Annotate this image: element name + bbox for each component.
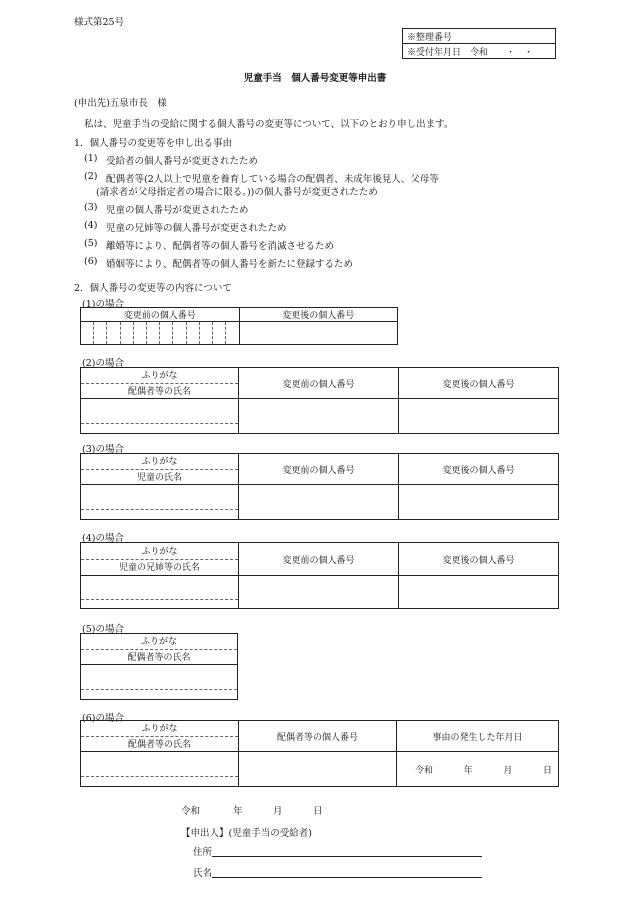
furigana-label: ふりがな bbox=[81, 370, 238, 384]
case1-label: (1)の場合 bbox=[82, 299, 124, 310]
sibling-name-label: 児童の兄姉等の氏名 bbox=[118, 562, 200, 573]
name-line[interactable] bbox=[212, 877, 482, 878]
sibling-name-input[interactable] bbox=[81, 576, 239, 609]
addressee: (申出先)五泉市長 様 bbox=[74, 98, 167, 109]
reason-num: (4) bbox=[84, 220, 98, 231]
day-label: 日 bbox=[542, 765, 552, 776]
reason-text: 婚姻等により、配偶者等の個人番号を新たに登録するため bbox=[106, 259, 354, 270]
footer-month: 月 bbox=[273, 806, 283, 817]
spouse-name-label: 配偶者等の氏名 bbox=[127, 739, 191, 750]
reiwa-label: 令和 bbox=[415, 765, 434, 776]
name-header bbox=[81, 543, 239, 576]
event-date-input[interactable] bbox=[397, 752, 559, 787]
name-header bbox=[81, 634, 238, 665]
before-number-header: 変更前の個人番号 bbox=[239, 543, 399, 576]
footer-day: 日 bbox=[313, 806, 323, 817]
office-use-box bbox=[402, 28, 556, 59]
spouse-number-header: 配偶者等の個人番号 bbox=[239, 721, 397, 752]
spouse-name-label: 配偶者等の氏名 bbox=[127, 652, 191, 663]
month-label: 月 bbox=[503, 765, 513, 776]
section2-heading: 2．個人番号の変更等の内容について bbox=[74, 283, 232, 294]
reason-num: (5) bbox=[84, 238, 98, 249]
child-name-input[interactable] bbox=[81, 485, 239, 520]
after-number-header: 変更後の個人番号 bbox=[399, 543, 559, 576]
reason-text: 配偶者等(2人以上で児童を養育している場合の配偶者、未成年後見人、父母等 bbox=[106, 174, 439, 185]
case4-label: (4)の場合 bbox=[82, 533, 124, 544]
reason-text: 受給者の個人番号が変更されたため bbox=[106, 156, 259, 167]
seiri-number-label: ※整理番号 bbox=[403, 29, 556, 44]
reason-num: (2) bbox=[84, 171, 98, 182]
case4-table bbox=[80, 542, 559, 609]
after-number-input[interactable] bbox=[399, 399, 559, 434]
reason-text: 児童の個人番号が変更されたため bbox=[106, 205, 249, 216]
case6-table bbox=[80, 720, 559, 787]
furigana-label: ふりがな bbox=[81, 456, 238, 470]
after-number-header: 変更後の個人番号 bbox=[239, 308, 398, 322]
intro-text: 私は、児童手当の受給に関する個人番号の変更等について、以下のとおり申し出ます。 bbox=[84, 119, 454, 130]
spouse-name-input[interactable] bbox=[81, 399, 239, 434]
name-header bbox=[81, 454, 239, 485]
footer-reiwa: 令和 bbox=[181, 806, 201, 817]
reason-num: (6) bbox=[84, 256, 98, 267]
event-date-header: 事由の発生した年月日 bbox=[397, 721, 559, 752]
reason-num: (3) bbox=[84, 202, 98, 213]
after-number-input[interactable] bbox=[399, 576, 559, 609]
year-label: 年 bbox=[463, 765, 473, 776]
case3-label: (3)の場合 bbox=[82, 444, 124, 455]
form-number: 様式第25号 bbox=[74, 17, 125, 28]
name-header bbox=[81, 368, 239, 399]
case3-table bbox=[80, 453, 559, 520]
before-number-header: 変更前の個人番号 bbox=[239, 454, 399, 485]
before-number-header: 変更前の個人番号 bbox=[239, 368, 399, 399]
address-line[interactable] bbox=[212, 856, 482, 857]
footer-year: 年 bbox=[233, 806, 243, 817]
spouse-name-label: 配偶者等の氏名 bbox=[127, 386, 191, 397]
section1-heading: 1．個人番号の変更等を申し出る事由 bbox=[74, 138, 233, 149]
page-title: 児童手当 個人番号変更等申出書 bbox=[243, 73, 387, 84]
spouse-number-input[interactable] bbox=[239, 752, 397, 787]
after-number-input[interactable] bbox=[399, 485, 559, 520]
before-number-header: 変更前の個人番号 bbox=[81, 308, 240, 322]
case1-table bbox=[80, 307, 398, 345]
furigana-label: ふりがな bbox=[81, 546, 238, 560]
furigana-label: ふりがな bbox=[81, 723, 238, 737]
reason-text: 離婚等により、配偶者等の個人番号を消滅させるため bbox=[106, 241, 335, 252]
name-header bbox=[81, 721, 239, 752]
name-label: 氏名 bbox=[193, 868, 213, 879]
case6-label: (6)の場合 bbox=[82, 713, 124, 724]
before-number-input[interactable] bbox=[239, 576, 399, 609]
furigana-label: ふりがな bbox=[81, 636, 237, 650]
before-number-input[interactable] bbox=[239, 485, 399, 520]
after-number-input[interactable] bbox=[239, 322, 398, 345]
after-number-header: 変更後の個人番号 bbox=[399, 454, 559, 485]
case2-label: (2)の場合 bbox=[82, 358, 124, 369]
before-number-input[interactable] bbox=[239, 399, 399, 434]
applicant-label: 【申出人】(児童手当の受給者) bbox=[181, 828, 312, 839]
receipt-date-label: ※受付年月日 令和 ・ ・ bbox=[403, 44, 556, 59]
spouse-name-input[interactable] bbox=[81, 665, 238, 700]
reason-text: 児童の兄姉等の個人番号が変更されたため bbox=[106, 223, 287, 234]
after-number-header: 変更後の個人番号 bbox=[399, 368, 559, 399]
address-label: 住所 bbox=[193, 847, 213, 858]
reason-num: (1) bbox=[84, 153, 98, 164]
case5-table bbox=[80, 633, 238, 700]
case5-label: (5)の場合 bbox=[82, 624, 124, 635]
reason-text: (請求者が父母指定者の場合に限る。))の個人番号が変更されたため bbox=[96, 187, 378, 198]
spouse-name-input[interactable] bbox=[81, 752, 239, 787]
before-number-input[interactable] bbox=[81, 322, 240, 345]
child-name-label: 児童の氏名 bbox=[136, 472, 182, 483]
case2-table bbox=[80, 367, 559, 434]
